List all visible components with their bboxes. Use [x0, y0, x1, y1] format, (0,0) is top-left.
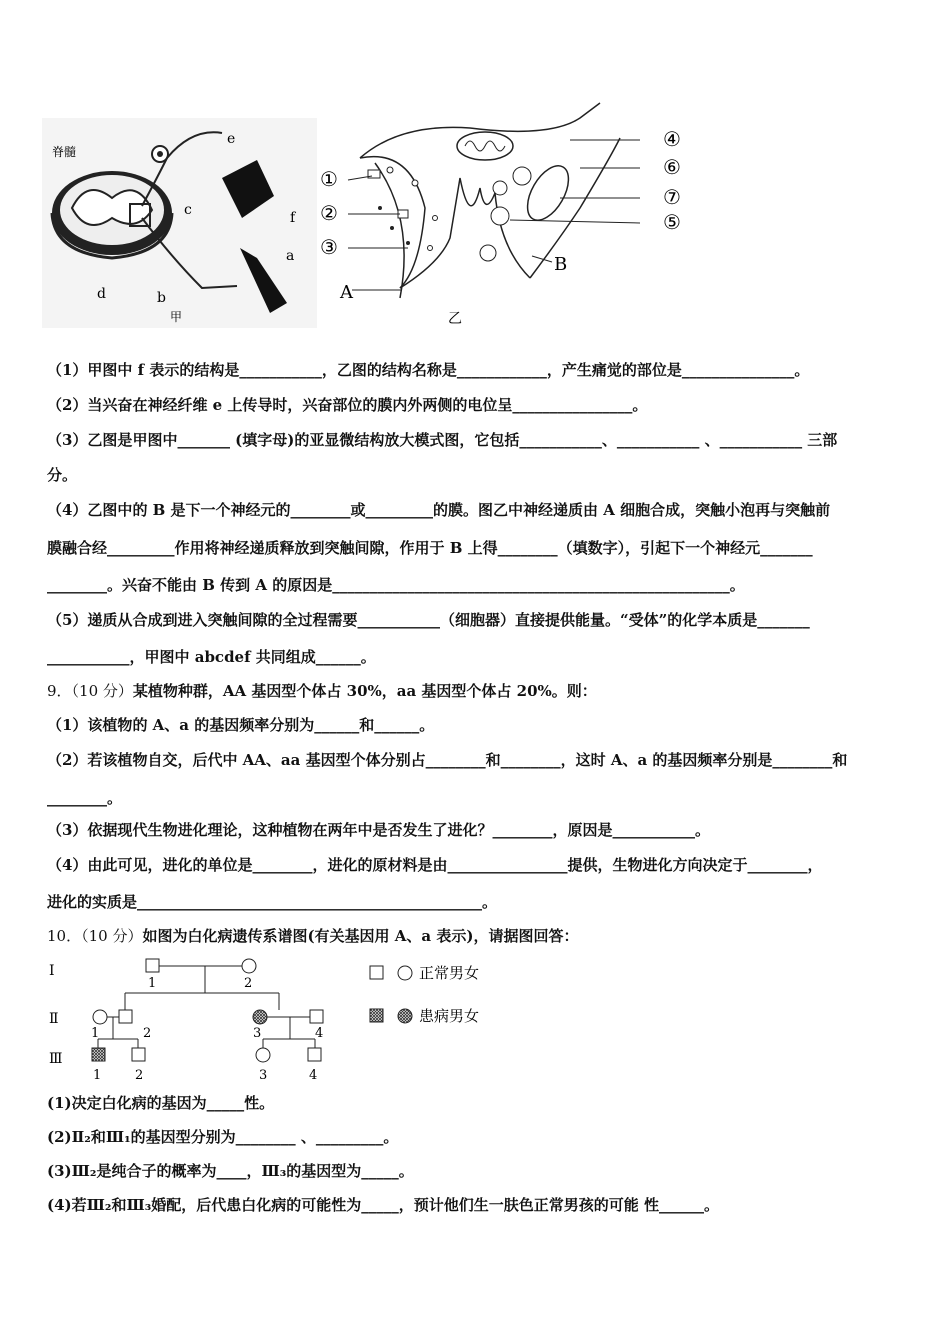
legend-normal-text: 正常男女: [419, 964, 480, 982]
gen1-id-1: 1: [148, 976, 157, 991]
q8-part4b: 膜融合经_________作用将神经递质释放到突触间隙，作用于 B 上得________（填数字），引起下一个神经元_______: [47, 539, 813, 557]
label-c: c: [184, 202, 192, 218]
q10-part2: (2)Ⅱ₂和Ⅲ₁的基因型分别为________ 、_________。: [47, 1128, 399, 1146]
q8-part5a: （5）递质从合成到进入突触间隙的全过程需要___________（细胞器）直接提供能量。“受体”的化学本质是_______: [47, 611, 810, 629]
gen3-id-4: 4: [309, 1068, 318, 1083]
q9-part2b: ________。: [47, 789, 123, 807]
pedigree-chart: [45, 955, 345, 1085]
q8-part4c: ________。兴奋不能由 B 传到 A 的原因是_____________________________________________________。: [47, 576, 745, 594]
gen2-male-2: [119, 1010, 132, 1023]
pedigree-legend: [368, 962, 508, 1032]
gen-label-3: Ⅲ: [49, 1051, 63, 1067]
gen3-female-3: [256, 1048, 270, 1062]
q9-part2a: （2）若该植物自交，后代中 AA、aa 基因型个体分别占________和________，这时 A、a 的基因频率分别是________和: [47, 751, 848, 769]
q10-part1: (1)决定白化病的基因为_____性。: [47, 1094, 275, 1112]
spinal-cord-label: 脊髓: [52, 145, 77, 159]
figure-yi: [320, 98, 700, 328]
gen1-id-2: 2: [244, 976, 253, 991]
gen2-male-4: [310, 1010, 323, 1023]
legend-affected-female-icon: [398, 1009, 412, 1023]
q10-number: 10．（10 分）: [47, 927, 143, 945]
gen2-id-4: 4: [315, 1026, 324, 1041]
gen1-female-2: [242, 959, 256, 973]
label-5: ⑤: [663, 210, 681, 234]
gen1-male-1: [146, 959, 159, 972]
gen3-id-1: 1: [93, 1068, 102, 1083]
label-a: a: [286, 248, 295, 264]
label-d: d: [97, 286, 106, 302]
q8-part4a: （4）乙图中的 B 是下一个神经元的________或_________的膜。图乙中神经递质由 A 细胞合成，突触小泡再与突触前: [47, 501, 831, 519]
q9-stem-line: [47, 681, 597, 701]
q8-part3a: （3）乙图是甲图中_______ (填字母)的亚显微结构放大模式图，它包括___________、___________ 、___________ 三部: [47, 431, 838, 449]
q8-part1: （1）甲图中 f 表示的结构是___________，乙图的结构名称是____________，产生痛觉的部位是_______________。: [47, 361, 810, 379]
gen2-id-2: 2: [143, 1026, 152, 1041]
caption-jia: 甲: [170, 310, 183, 324]
q8-part3b: 分。: [47, 466, 78, 484]
legend-normal-male-icon: [370, 966, 383, 979]
q8-part2: （2）当兴奋在神经纤维 e 上传导时，兴奋部位的膜内外两侧的电位呈________________。: [47, 396, 648, 414]
label-f: f: [290, 210, 296, 226]
q9-part3: （3）依据现代生物进化理论，这种植物在两年中是否发生了进化？________，原因是___________。: [47, 821, 710, 839]
gen2-female-1: [93, 1010, 107, 1024]
caption-yi: 乙: [448, 311, 462, 327]
q10-part3: (3)Ⅲ₂是纯合子的概率为____，Ⅲ₃的基因型为_____。: [47, 1162, 414, 1180]
q9-stem: 某植物种群，AA 基因型个体占 30%，aa 基因型个体占 20%。则：: [132, 682, 597, 700]
gen3-male-1-affected: [92, 1048, 105, 1061]
q8-part5b: ___________，甲图中 abcdef 共同组成______。: [47, 648, 376, 666]
gen3-male-2: [132, 1048, 145, 1061]
gen3-male-4: [308, 1048, 321, 1061]
gen2-id-3: 3: [253, 1026, 262, 1041]
gen-label-1: Ⅰ: [49, 963, 55, 979]
label-e: e: [227, 131, 236, 147]
q9-part4b: 进化的实质是______________________________________________。: [47, 893, 498, 911]
label-1: ①: [320, 167, 338, 191]
label-3: ③: [320, 235, 338, 259]
label-b: b: [157, 290, 166, 306]
q9-number: 9．（10 分）: [47, 682, 133, 700]
gen3-id-2: 2: [135, 1068, 144, 1083]
gen-label-2: Ⅱ: [49, 1011, 59, 1027]
legend-normal-female-icon: [398, 966, 412, 980]
legend-affected-text: 患病男女: [419, 1007, 480, 1025]
figure-jia: [42, 118, 317, 328]
label-4: ④: [663, 127, 681, 151]
legend-affected-male-icon: [370, 1009, 383, 1022]
gen2-female-3-affected: [253, 1010, 267, 1024]
gen3-id-3: 3: [259, 1068, 268, 1083]
gen2-id-1: 1: [91, 1026, 100, 1041]
q10-stem: 如图为白化病遗传系谱图(有关基因用 A、a 表示)，请据图回答：: [142, 927, 579, 945]
label-2: ②: [320, 201, 338, 225]
label-B: B: [554, 254, 568, 275]
label-6: ⑥: [663, 155, 681, 179]
label-A: A: [340, 282, 353, 303]
q9-part4a: （4）由此可见，进化的单位是________，进化的原材料是由________________提供，生物进化方向决定于________，: [47, 856, 823, 874]
q10-stem-line: [47, 926, 578, 946]
q10-part4: (4)若Ⅲ₂和Ⅲ₃婚配，后代患白化病的可能性为_____，预计他们生一肤色正常男孩的可能 性______。: [47, 1196, 720, 1214]
label-7: ⑦: [663, 185, 681, 209]
q9-part1: （1）该植物的 A、a 的基因频率分别为______和______。: [47, 716, 435, 734]
